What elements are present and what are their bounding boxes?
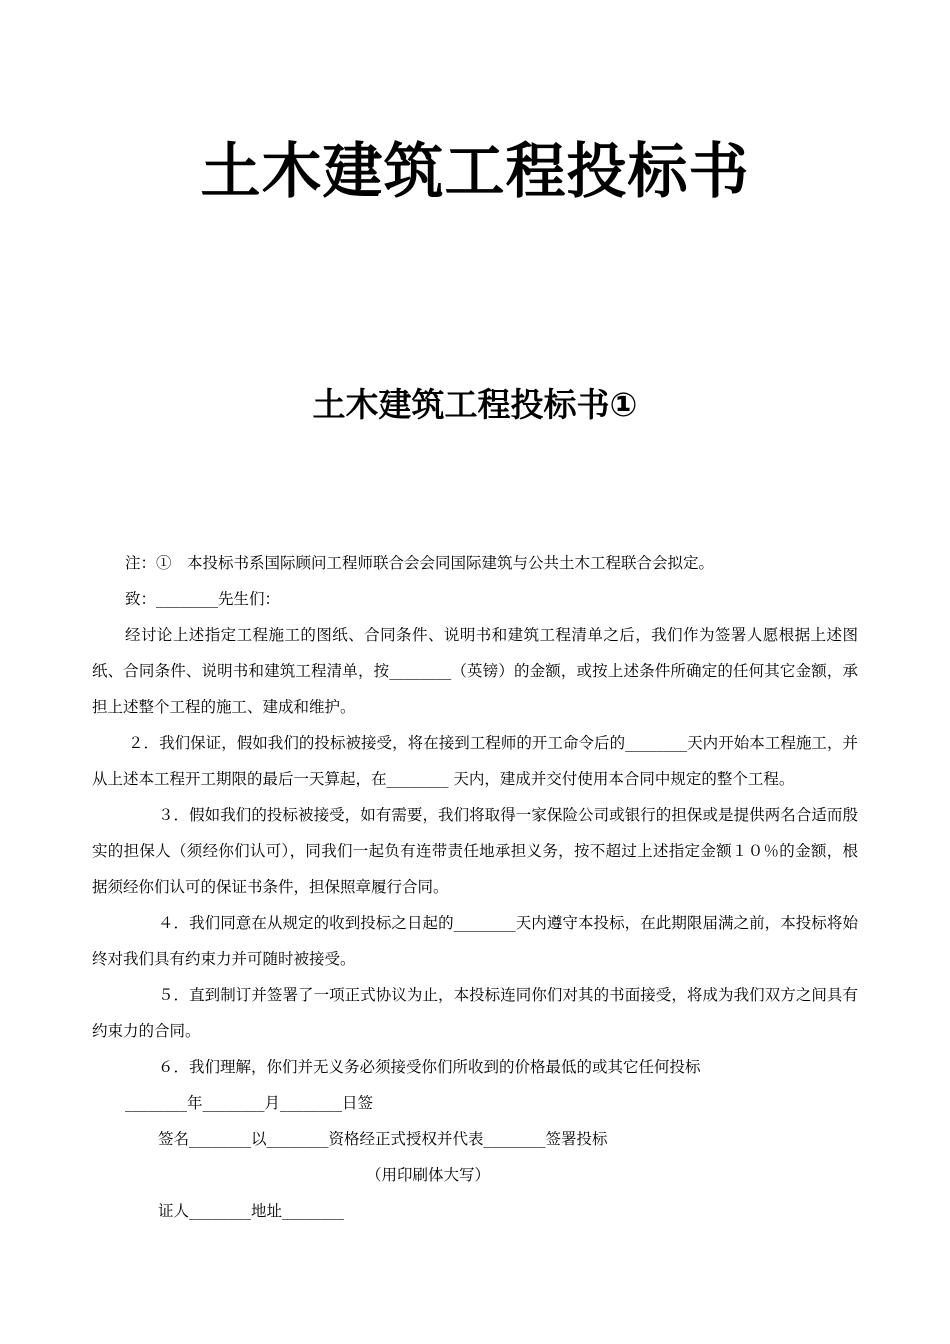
- paragraph-6: ６．我们理解，你们并无义务必须接受你们所收到的价格最低的或其它任何投标: [158, 1058, 701, 1076]
- witness-line: 证人________地址________: [158, 1202, 345, 1220]
- date-line: ________年________月________日签: [125, 1094, 374, 1112]
- document-title: 土木建筑工程投标书: [200, 137, 750, 207]
- paragraph-4: ４．我们同意在从规定的收到投标之日起的________天内遵守本投标，在此期限届满之前，本投标将始终对我们具有约束力并可随时被接受。: [92, 914, 858, 968]
- paragraph-5: ５．直到制订并签署了一项正式协议为止，本投标连同你们对其的书面接受，将成为我们双方之间具有约束力的合同。: [92, 986, 858, 1040]
- signature-line: 签名________以________资格经正式授权并代表________签署投标: [158, 1130, 608, 1148]
- paragraph-1: 经讨论上述指定工程施工的图纸、合同条件、说明书和建筑工程清单之后，我们作为签署人愿根据上述图纸、合同条件、说明书和建筑工程清单，按________（英镑）的金额，或按上述条件所确定的任何其它金额，承担上述整个工程的施工、建成和维护。: [92, 626, 858, 716]
- footnote: 注：① 本投标书系国际顾问工程师联合会会同国际建筑与公共土木工程联合会拟定。: [125, 554, 715, 572]
- document-subtitle: 土木建筑工程投标书①: [312, 385, 638, 424]
- print-note: （用印刷体大写）: [366, 1166, 491, 1184]
- paragraph-2: ２．我们保证，假如我们的投标被接受，将在接到工程师的开工命令后的________天内开始本工程施工，并从上述本工程开工期限的最后一天算起，在________ 天内，建成并交付使用本合同中规定的整个工程。: [92, 734, 858, 788]
- salutation: 致：________先生们：: [125, 590, 281, 608]
- document-body: [92, 545, 858, 1229]
- paragraph-3: ３．假如我们的投标被接受，如有需要，我们将取得一家保险公司或银行的担保或是提供两名合适而殷实的担保人（须经你们认可），同我们一起负有连带责任地承担义务，按不超过上述指定金额１０％的金额，根据须经你们认可的保证书条件，担保照章履行合同。: [92, 806, 858, 896]
